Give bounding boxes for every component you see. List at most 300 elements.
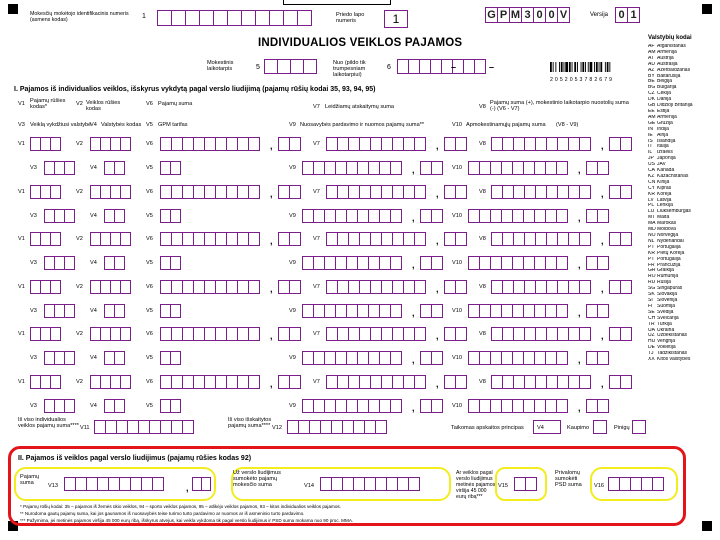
row-v8-boxes[interactable] <box>491 280 591 294</box>
totals-v12-boxes[interactable] <box>287 420 387 434</box>
input-cell[interactable] <box>390 209 402 223</box>
row-v10-boxes[interactable] <box>468 209 568 223</box>
input-cell[interactable] <box>620 327 632 341</box>
input-cell[interactable] <box>455 375 467 389</box>
comma-separator: , <box>578 165 581 175</box>
row-v6-boxes[interactable] <box>160 137 260 151</box>
input-cell[interactable] <box>269 10 284 26</box>
row-v3-boxes[interactable] <box>44 399 75 413</box>
input-cell[interactable] <box>50 327 61 341</box>
input-cell[interactable] <box>297 10 312 26</box>
row-v8-boxes[interactable] <box>491 185 591 199</box>
row-v1-boxes[interactable] <box>30 137 61 151</box>
registration-mark-bottom-right <box>702 521 712 531</box>
accounting-option-cash-box[interactable] <box>632 420 646 434</box>
country-name: Marokas <box>657 221 677 227</box>
input-cell[interactable] <box>50 375 61 389</box>
row-v6-cents-boxes[interactable] <box>278 185 301 199</box>
input-cell[interactable] <box>597 304 609 318</box>
input-cell[interactable] <box>579 280 591 294</box>
input-cell[interactable] <box>120 327 131 341</box>
input-cell[interactable] <box>579 232 591 246</box>
input-cell[interactable] <box>620 232 632 246</box>
input-cell[interactable] <box>114 256 125 270</box>
country-code: AU <box>648 61 655 67</box>
row-label-v5: V5 <box>146 260 153 266</box>
row-v9-cents-boxes[interactable] <box>420 209 443 223</box>
row-v7-boxes[interactable] <box>326 280 426 294</box>
input-cell[interactable] <box>248 375 260 389</box>
row-v5-boxes[interactable] <box>160 256 181 270</box>
barcode-bar <box>564 62 565 72</box>
input-cell[interactable] <box>408 477 420 491</box>
row-label-v8: V8 <box>479 283 486 290</box>
country-code: EE <box>648 108 655 114</box>
comma-separator: , <box>412 212 415 223</box>
row-v2-boxes[interactable] <box>90 327 131 341</box>
row-v3-boxes[interactable] <box>44 351 75 365</box>
input-cell[interactable] <box>474 59 486 74</box>
period-from-boxes[interactable] <box>397 59 486 74</box>
row-v8-boxes[interactable] <box>491 137 591 151</box>
row-v6-boxes[interactable] <box>160 185 260 199</box>
row-v2-boxes[interactable] <box>90 232 131 246</box>
input-cell[interactable] <box>431 256 443 270</box>
input-cell[interactable] <box>120 185 131 199</box>
taxpayer-id-label: Mokesčių mokėtojo identifikacinis numeris (asmens kodas) <box>30 11 129 23</box>
v15-boxes[interactable] <box>514 477 537 491</box>
input-cell[interactable] <box>64 399 75 413</box>
input-cell[interactable] <box>455 327 467 341</box>
row-v7-cents-boxes[interactable] <box>444 375 467 389</box>
row-v6-boxes[interactable] <box>160 232 260 246</box>
row-label-v6: V6 <box>146 188 153 195</box>
row-v2-boxes[interactable] <box>90 185 131 199</box>
totals-gpm-label: Iš viso išskaitytos pajamų suma**** <box>228 417 272 429</box>
form-code-char: 0 <box>545 7 558 23</box>
row-v5-boxes[interactable] <box>160 304 181 318</box>
row-label-v6: V6 <box>146 331 153 337</box>
row-v6-boxes[interactable] <box>160 280 260 294</box>
row-label-v6: V6 <box>146 283 153 290</box>
country-code: NO <box>648 233 656 238</box>
row-v10-boxes[interactable] <box>468 161 568 175</box>
input-cell[interactable] <box>455 137 467 151</box>
input-cell[interactable] <box>201 477 211 491</box>
row-v4-boxes[interactable] <box>104 161 125 175</box>
row-v7-cents-boxes[interactable] <box>444 185 467 199</box>
input-cell[interactable] <box>64 256 75 270</box>
row-v7-cents-boxes[interactable] <box>444 137 467 151</box>
country-name: Ukraina <box>657 327 675 333</box>
row-v7-cents-boxes[interactable] <box>444 280 467 294</box>
row-v7-boxes[interactable] <box>326 185 426 199</box>
input-cell[interactable] <box>556 256 568 270</box>
country-name: Izraelis <box>657 150 673 156</box>
input-cell[interactable] <box>431 209 443 223</box>
row-v9-cents-boxes[interactable] <box>420 256 443 270</box>
input-cell[interactable] <box>556 399 568 413</box>
input-cell[interactable] <box>431 304 443 318</box>
input-cell[interactable] <box>431 351 443 365</box>
input-cell[interactable] <box>120 375 131 389</box>
input-cell[interactable] <box>199 10 214 26</box>
input-cell[interactable] <box>414 137 426 151</box>
country-name: Vokietija <box>657 345 676 351</box>
input-cell[interactable] <box>620 185 632 199</box>
row-v7-cents-boxes[interactable] <box>444 327 467 341</box>
input-cell[interactable] <box>579 375 591 389</box>
input-cell[interactable] <box>170 351 181 365</box>
input-cell[interactable] <box>556 209 568 223</box>
row-v8-cents-boxes[interactable] <box>609 280 632 294</box>
input-cell[interactable] <box>227 10 242 26</box>
input-cell[interactable] <box>248 232 260 246</box>
comma-separator: , <box>601 331 604 341</box>
input-cell[interactable] <box>390 256 402 270</box>
input-cell[interactable] <box>597 399 609 413</box>
country-name: Turkija <box>657 321 672 327</box>
row-v4-boxes[interactable] <box>104 256 125 270</box>
row-v5-boxes[interactable] <box>160 209 181 223</box>
input-cell[interactable] <box>290 59 304 74</box>
row-v7-boxes[interactable] <box>326 232 426 246</box>
column-v10-note: (V8 - V9) <box>556 122 579 128</box>
country-code: DK <box>648 97 655 103</box>
input-cell[interactable] <box>170 209 181 223</box>
row-v1-boxes[interactable] <box>30 327 61 341</box>
row-v10-cents-boxes[interactable] <box>586 304 609 318</box>
v13-label: Pajamų suma <box>20 474 39 486</box>
input-cell[interactable] <box>579 137 591 151</box>
country-codes-list <box>648 44 718 363</box>
row-v9-cents-boxes[interactable] <box>420 304 443 318</box>
row-v4-boxes[interactable] <box>104 304 125 318</box>
country-code: FR <box>648 262 655 268</box>
input-cell[interactable] <box>597 256 609 270</box>
row-v8-cents-boxes[interactable] <box>609 185 632 199</box>
input-cell[interactable] <box>64 351 75 365</box>
country-name: Armėnija <box>657 49 677 55</box>
country-code: JP <box>648 156 654 162</box>
comma-separator: , <box>578 307 581 318</box>
input-cell[interactable] <box>414 185 426 199</box>
input-cell[interactable] <box>241 10 256 26</box>
country-code: MD <box>648 227 656 233</box>
input-cell[interactable] <box>64 161 75 175</box>
comma-separator: , <box>412 260 415 270</box>
input-cell[interactable] <box>114 161 125 175</box>
row-v9-cents-boxes[interactable] <box>420 161 443 175</box>
input-cell[interactable] <box>248 280 260 294</box>
country-name: Pietų Korėja <box>657 250 685 256</box>
input-cell[interactable] <box>289 232 301 246</box>
row-v6-cents-boxes[interactable] <box>278 232 301 246</box>
input-cell[interactable] <box>289 375 301 389</box>
input-cell[interactable] <box>414 327 426 341</box>
input-cell[interactable] <box>264 59 278 74</box>
input-cell[interactable] <box>455 280 467 294</box>
barcode-bar <box>550 62 552 72</box>
row-v8-boxes[interactable] <box>491 327 591 341</box>
row-v4-boxes[interactable] <box>104 351 125 365</box>
country-code: SK <box>648 292 655 298</box>
row-v4-boxes[interactable] <box>104 399 125 413</box>
row-v3-boxes[interactable] <box>44 161 75 175</box>
input-cell[interactable] <box>255 10 270 26</box>
input-cell[interactable] <box>248 327 260 341</box>
input-cell[interactable] <box>375 420 387 434</box>
row-v7-cents-boxes[interactable] <box>444 232 467 246</box>
top-tab <box>283 0 391 5</box>
period-boxes[interactable] <box>264 59 317 74</box>
row-v10-cents-boxes[interactable] <box>586 209 609 223</box>
input-cell[interactable] <box>390 161 402 175</box>
row-v2-boxes[interactable] <box>90 375 131 389</box>
barcode-bar <box>605 62 606 72</box>
input-cell[interactable] <box>248 185 260 199</box>
input-cell[interactable] <box>620 375 632 389</box>
barcode <box>550 59 632 83</box>
input-cell[interactable] <box>120 280 131 294</box>
row-v8-cents-boxes[interactable] <box>609 137 632 151</box>
row-v9-boxes[interactable] <box>302 351 402 365</box>
input-cell[interactable] <box>157 10 172 26</box>
country-name: Kitos valstybės <box>657 357 691 363</box>
input-cell[interactable] <box>303 59 317 74</box>
input-cell[interactable] <box>556 304 568 318</box>
row-label-v6: V6 <box>146 141 153 147</box>
input-cell[interactable] <box>455 232 467 246</box>
v16-boxes[interactable] <box>608 477 664 491</box>
taxpayer-id-boxes[interactable] <box>157 10 312 26</box>
input-cell[interactable] <box>283 10 298 26</box>
country-name: Australija <box>657 61 678 67</box>
input-cell[interactable] <box>114 351 125 365</box>
input-cell[interactable] <box>620 137 632 151</box>
row-v10-cents-boxes[interactable] <box>586 256 609 270</box>
column-v2-code: V2 <box>76 101 83 107</box>
form-code-char: 0 <box>533 7 546 23</box>
column-v4-text: Valstybės kodas <box>101 122 142 128</box>
input-cell[interactable] <box>579 327 591 341</box>
row-v1-boxes[interactable] <box>30 375 61 389</box>
row-v9-boxes[interactable] <box>302 399 402 413</box>
barcode-bar <box>555 62 556 72</box>
input-cell[interactable] <box>248 137 260 151</box>
accounting-method-label: Taikomas apskaitos principas <box>451 425 524 431</box>
row-v2-boxes[interactable] <box>90 280 131 294</box>
row-v10-cents-boxes[interactable] <box>586 399 609 413</box>
comma-separator: , <box>412 165 415 175</box>
input-cell[interactable] <box>277 59 291 74</box>
barcode-bar <box>577 62 578 72</box>
row-v6-cents-boxes[interactable] <box>278 137 301 151</box>
input-cell[interactable] <box>579 185 591 199</box>
input-cell[interactable] <box>289 280 301 294</box>
row-v3-boxes[interactable] <box>44 256 75 270</box>
input-cell[interactable] <box>390 351 402 365</box>
input-cell[interactable] <box>170 399 181 413</box>
row-v9-boxes[interactable] <box>302 209 402 223</box>
row-v10-boxes[interactable] <box>468 351 568 365</box>
row-v7-boxes[interactable] <box>326 375 426 389</box>
input-cell[interactable] <box>120 232 131 246</box>
input-cell[interactable] <box>289 185 301 199</box>
input-cell[interactable] <box>414 280 426 294</box>
country-name: Šveicarija <box>657 315 679 321</box>
row-v5-boxes[interactable] <box>160 161 181 175</box>
input-cell[interactable] <box>50 280 61 294</box>
input-cell[interactable] <box>50 185 61 199</box>
row-v2-boxes[interactable] <box>90 137 131 151</box>
country-name: Portugalija <box>657 244 681 250</box>
input-cell[interactable] <box>50 137 61 151</box>
input-cell[interactable] <box>185 10 200 26</box>
country-code: CH <box>648 315 656 321</box>
input-cell[interactable] <box>525 477 537 491</box>
row-v5-boxes[interactable] <box>160 399 181 413</box>
row-v8-cents-boxes[interactable] <box>609 327 632 341</box>
row-label-v10: V10 <box>452 355 462 361</box>
country-name: Belgija <box>657 79 673 85</box>
input-cell[interactable] <box>597 161 609 175</box>
country-name: Slovėnija <box>657 297 678 303</box>
input-cell[interactable] <box>64 304 75 318</box>
input-cell[interactable] <box>182 420 194 434</box>
country-name: Azerbaidžanas <box>657 67 691 73</box>
input-cell[interactable] <box>652 477 664 491</box>
row-label-v8: V8 <box>479 378 486 385</box>
row-v5-boxes[interactable] <box>160 351 181 365</box>
row-v10-cents-boxes[interactable] <box>586 351 609 365</box>
column-v1-code: V1 <box>18 101 25 107</box>
column-v9-code: V9 <box>289 122 296 128</box>
row-v7-boxes[interactable] <box>326 327 426 341</box>
input-cell[interactable] <box>390 399 402 413</box>
v13-boxes[interactable] <box>64 477 164 491</box>
row-v6-cents-boxes[interactable] <box>278 327 301 341</box>
row-label-v2: V2 <box>76 283 83 290</box>
row-v1-boxes[interactable] <box>30 185 61 199</box>
row-label-v4: V4 <box>90 260 97 266</box>
country-name: Uzbekistanas <box>657 333 688 339</box>
row-v8-cents-boxes[interactable] <box>609 375 632 389</box>
comma-separator: , <box>412 402 415 413</box>
country-code: CA <box>648 168 655 174</box>
input-cell[interactable] <box>120 137 131 151</box>
input-cell[interactable] <box>414 375 426 389</box>
row-v8-boxes[interactable] <box>491 375 591 389</box>
input-cell[interactable] <box>114 399 125 413</box>
row-v6-cents-boxes[interactable] <box>278 375 301 389</box>
row-v9-cents-boxes[interactable] <box>420 351 443 365</box>
row-v3-boxes[interactable] <box>44 209 75 223</box>
version-char: 0 <box>615 7 628 23</box>
input-cell[interactable] <box>431 399 443 413</box>
input-cell[interactable] <box>390 304 402 318</box>
input-cell[interactable] <box>170 304 181 318</box>
row-v4-boxes[interactable] <box>104 209 125 223</box>
row-v1-boxes[interactable] <box>30 280 61 294</box>
comma-separator: , <box>412 307 415 318</box>
input-cell[interactable] <box>289 137 301 151</box>
column-v6-code: V6 <box>146 101 153 107</box>
column-v5-text: GPM tarifas <box>158 122 188 128</box>
country-code: FI <box>648 303 653 309</box>
row-v10-boxes[interactable] <box>468 304 568 318</box>
v13-cents-boxes[interactable] <box>192 477 211 491</box>
input-cell[interactable] <box>171 10 186 26</box>
row-label-v10: V10 <box>452 402 462 409</box>
row-v6-boxes[interactable] <box>160 327 260 341</box>
row-v1-boxes[interactable] <box>30 232 61 246</box>
input-cell[interactable] <box>431 161 443 175</box>
country-name: Armėnija <box>657 114 677 120</box>
input-cell[interactable] <box>620 280 632 294</box>
row-v6-boxes[interactable] <box>160 375 260 389</box>
input-cell[interactable] <box>414 232 426 246</box>
country-code: SE <box>648 309 655 315</box>
country-code: GE <box>648 120 656 126</box>
row-v3-boxes[interactable] <box>44 304 75 318</box>
row-label-v9: V9 <box>289 402 296 409</box>
page-number-box[interactable] <box>384 10 408 28</box>
row-label-v3: V3 <box>30 307 37 314</box>
country-code: IN <box>648 126 653 132</box>
input-cell[interactable] <box>597 351 609 365</box>
country-name: Lenkija <box>657 203 673 209</box>
row-v10-cents-boxes[interactable] <box>586 161 609 175</box>
row-v9-cents-boxes[interactable] <box>420 399 443 413</box>
row-v8-cents-boxes[interactable] <box>609 232 632 246</box>
version-boxes <box>615 7 640 23</box>
v14-boxes[interactable] <box>320 477 420 491</box>
country-code: AT <box>648 55 655 61</box>
input-cell[interactable] <box>114 304 125 318</box>
input-cell[interactable] <box>597 209 609 223</box>
input-cell[interactable] <box>289 327 301 341</box>
footnote-1: * Pajamų rūšių kodai: 35 – pajamos iš žemės ūkio veiklos, 94 – sporto veiklos pajamos, 95 – atlikėjo veiklos pajamos, 93 – kitos individualios veiklos pajamos. <box>20 504 341 509</box>
row-v9-boxes[interactable] <box>302 256 402 270</box>
row-v10-boxes[interactable] <box>468 256 568 270</box>
input-cell[interactable] <box>556 161 568 175</box>
input-cell[interactable] <box>64 209 75 223</box>
accounting-option-accrual-box[interactable] <box>593 420 607 434</box>
row-label-v8: V8 <box>479 236 486 242</box>
row-label-v4: V4 <box>90 402 97 409</box>
row-v9-boxes[interactable] <box>302 304 402 318</box>
input-cell[interactable] <box>50 232 61 246</box>
barcode-bars <box>550 62 632 72</box>
input-cell[interactable] <box>213 10 228 26</box>
totals-v11-boxes[interactable] <box>94 420 194 434</box>
input-cell[interactable] <box>170 256 181 270</box>
row-v10-boxes[interactable] <box>468 399 568 413</box>
input-cell[interactable] <box>114 209 125 223</box>
input-cell[interactable] <box>556 351 568 365</box>
row-v8-boxes[interactable] <box>491 232 591 246</box>
row-v6-cents-boxes[interactable] <box>278 280 301 294</box>
row-label-v5: V5 <box>146 355 153 361</box>
input-cell[interactable] <box>152 477 164 491</box>
row-v7-boxes[interactable] <box>326 137 426 151</box>
country-name: Rusija <box>657 280 671 286</box>
input-cell[interactable] <box>455 185 467 199</box>
column-v3-code: V3 <box>18 122 25 128</box>
row-v9-boxes[interactable] <box>302 161 402 175</box>
input-cell[interactable] <box>170 161 181 175</box>
